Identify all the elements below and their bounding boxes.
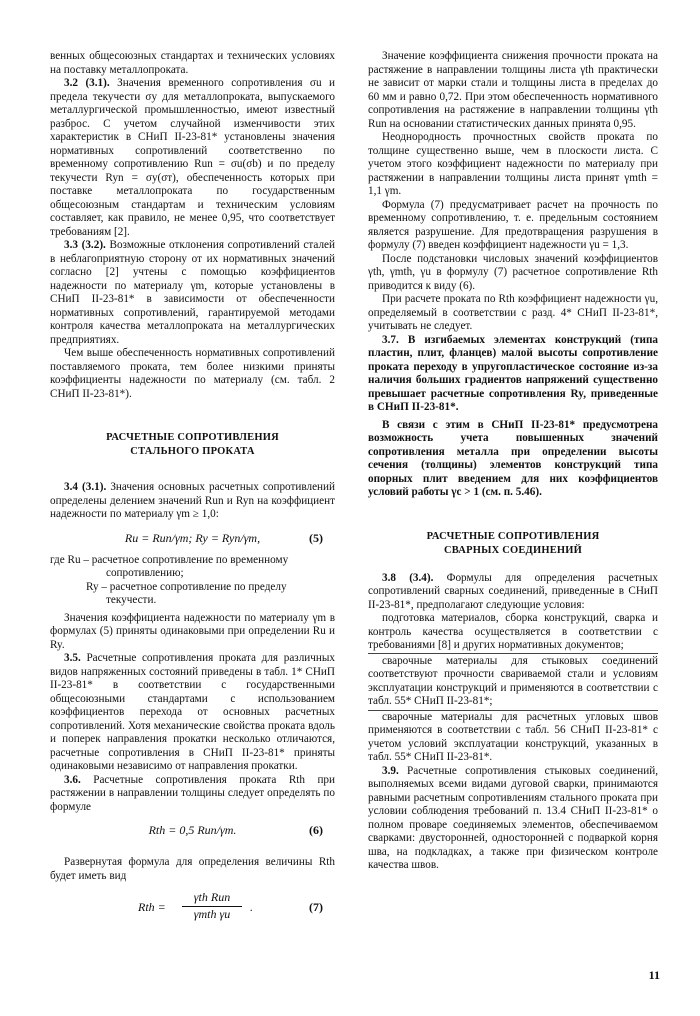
paragraph: После подстановки числовых значений коэффициентов γth, γmth, γu в формулу (7) расчетное сопротивление Rth приводится к виду (6). — [368, 252, 658, 292]
where-clause: где Ru – расчетное сопротивление по временному сопротивлению; — [50, 553, 289, 579]
right-column — [368, 50, 658, 873]
paragraph: Чем выше обеспеченность нормативных сопротивлений поставляемого проката, тем более низкими приняты коэффициенты надежности по материалу (см. табл. 2 СНиП II-23-81*). — [50, 347, 335, 400]
formula-dot: . — [250, 900, 253, 914]
where-clause: Ry – расчетное сопротивление по пределу текучести. — [86, 580, 287, 606]
paragraph: Значение коэффициента снижения прочности проката на растяжение в направлении толщины листа γth практически не зависит от марки стали и толщины листа в пределах до 60 мм и равно 0,72. При этом обеспеченность нормативного сопротивления на растяжение в направлении толщины γth Run на основании статистических данных принята 0,95. — [368, 50, 658, 130]
fraction-numerator: γth Run — [182, 891, 242, 907]
section-number: 3.3 (3.2). — [64, 239, 106, 251]
paragraph: Формула (7) предусматривает расчет на прочность по временному сопротивлению, т. е. предельным состоянием является разрушение. Для предотвращения разрушения в формулу (7) введен коэффициент надежности γu = 1,3. — [368, 198, 658, 251]
section-number: 3.6. — [64, 773, 81, 786]
section-3-9 — [368, 765, 658, 873]
section-3-2 — [50, 77, 335, 239]
paragraph-bold: В связи с этим в СНиП II-23-81* предусмотрена возможность учета повышенных значений сопротивления металла при определении высоты сечения (толщины) элементов конструкций типа опорных плит введением для них коэффициентов условий работы γc > 1 (см. п. 5.46). — [368, 418, 658, 498]
section-number: 3.5. — [64, 652, 81, 664]
section-text: Формулы для определения расчетных сопротивлений сварных соединений, приведенные в СНиП II-23-81*, предполагают следующие условия: — [368, 571, 658, 611]
section-text: Возможные отклонения сопротивлений сталей в неблагоприятную сторону от их нормативных значений согласно [2] учтены с помощью коэффициентов надежности по материалу γm, которые установлены в СНиП II-23-81* в зависимости от обеспеченности нормативных сопротивлений, гарантируемой методами контроля качества металлопроката на металлургических предприятиях. — [50, 239, 336, 346]
paragraph: Неоднородность прочностных свойств проката по толщине существенно выше, чем в плоскости листа. С учетом этого коэффициент надежности по материалу при растяжении в направлении толщины листа принят γmth = 1,1 γm. — [368, 131, 658, 197]
condition-item: сварочные материалы для стыковых соединений соответствуют прочности свариваемой стали и условиям эксплуатации конструкций и применяются в соответствии с табл. 55* СНиП II-23-81*; — [368, 653, 658, 711]
section-text: В изгибаемых элементах конструкций (типа пластин, плит, фланцев) малой высоты сопротивление проката переходу в упругопластическое состояние из-за наличия больших градиентов напряжений существенно превышает расчетные сопротивления Ry, приведенные в СНиП II-23-81*. — [368, 333, 658, 413]
section-heading: РАСЧЕТНЫЕ СОПРОТИВЛЕНИЯ — [106, 432, 279, 443]
section-heading: РАСЧЕТНЫЕ СОПРОТИВЛЕНИЯ — [426, 530, 600, 542]
paragraph: При расчете проката по Rth коэффициент надежности γu, определяемый в соответствии с разд. 4* СНиП II-23-81*, учитывать не следует. — [368, 293, 658, 332]
paragraph: Значения коэффициента надежности по материалу γm в формулах (5) приняты одинаковыми при определении Ru и Ry. — [50, 611, 335, 651]
section-text: Расчетные сопротивления стыковых соединений, выполняемых всеми видами дуговой сварки, принимаются равными расчетным сопротивлениям стального проката при условии соблюдения требований п. 13.4 СНиП II-23-81* о полном проваре соединяемых элементов, обеспечиваемом сварками: двусторонней, односторонней с подваркой корня шва, на подкладках, а также при физическом контроле качества швов. — [368, 764, 658, 871]
section-text: Расчетные сопротивления проката Rth при растяжении в направлении толщины следует определять по формуле — [50, 773, 336, 813]
section-number: 3.4 (3.1). — [64, 481, 107, 493]
formula-number: (6) — [309, 823, 323, 837]
section-number: 3.2 (3.1). — [64, 77, 110, 89]
formula-6 — [50, 822, 335, 842]
section-number: 3.7. — [382, 333, 399, 346]
section-heading: СТАЛЬНОГО ПРОКАТА — [130, 446, 255, 457]
formula-number: (5) — [309, 530, 323, 545]
section-3-4 — [50, 481, 335, 522]
formula-fraction — [182, 891, 242, 921]
formula-number: (7) — [309, 900, 323, 914]
section-text: Значения временного сопротивления σu и предела текучести σy для металлопроката, выпускаемого металлургической промышленностью, имеют известный разброс. С учетом случайной изменчивости этих характеристик в СНиП II-23-81* установлены значения нормативных сопротивлений соответственно по временному сопротивлению Run = σu(σb) и по пределу текучести Ryn = σy(σт), обеспеченность которых при поставке металлопроката по государственным общесоюзным стандартам и техническим условиям составляет, как правило, не менее 0,95, что соответствует требованиям [2]. — [50, 77, 335, 238]
formula-expression: Ru = Run/γm; Ry = Ryn/γm, — [124, 530, 261, 545]
formula-5 — [50, 530, 335, 550]
condition-item: подготовка материалов, сборка конструкций, сварка и контроль качества осуществляется в соответствии с требованиями [8] и других нормативных документов; — [368, 612, 658, 651]
section-3-5 — [50, 652, 335, 774]
paragraph-continuation: венных общесоюзных стандартах и технических условиях на поставку металлопроката. — [50, 50, 335, 76]
section-number: 3.8 (3.4). — [382, 571, 434, 584]
condition-item: сварочные материалы для расчетных угловых швов применяются в соответствии с табл. 56 СНиП II-23-81* с учетом условий эксплуатации конструкций, указанных в табл. 55* СНиП II-23-81*. — [368, 710, 658, 763]
formula-7 — [50, 891, 335, 925]
fraction-denominator: γmth γu — [193, 906, 231, 921]
section-3-8 — [368, 572, 658, 613]
formula-lhs: Rth = — [138, 900, 166, 914]
section-text: Расчетные сопротивления проката для различных видов напряженных состояний приведены в табл. 1* СНиП II-23-81* в соответствии с государственными общесоюзными стандартами с использованием коэффициентов перехода от основных расчетных сопротивлений. Хотя механические свойства проката вдоль и поперек направления прокатки несколько отличаются, расчетные сопротивления в СНиП II-23-81* приняты одинаковыми независимо от направления прокатки. — [50, 652, 335, 772]
section-3-6 — [50, 774, 335, 815]
paragraph: Развернутая формула для определения величины Rth будет иметь вид — [50, 856, 335, 882]
section-3-7 — [368, 334, 658, 415]
page-number: 11 — [648, 968, 660, 982]
section-heading: СВАРНЫХ СОЕДИНЕНИЙ — [443, 544, 583, 556]
section-text: Значения основных расчетных сопротивлений определены делением значений Run и Ryn на коэффициент надежности по материалу γm ≥ 1,0: — [50, 481, 336, 520]
formula-expression: Rth = 0,5 Run/γm. — [148, 823, 237, 837]
section-3-3 — [50, 239, 335, 347]
section-number: 3.9. — [382, 764, 399, 777]
left-column — [50, 50, 335, 925]
